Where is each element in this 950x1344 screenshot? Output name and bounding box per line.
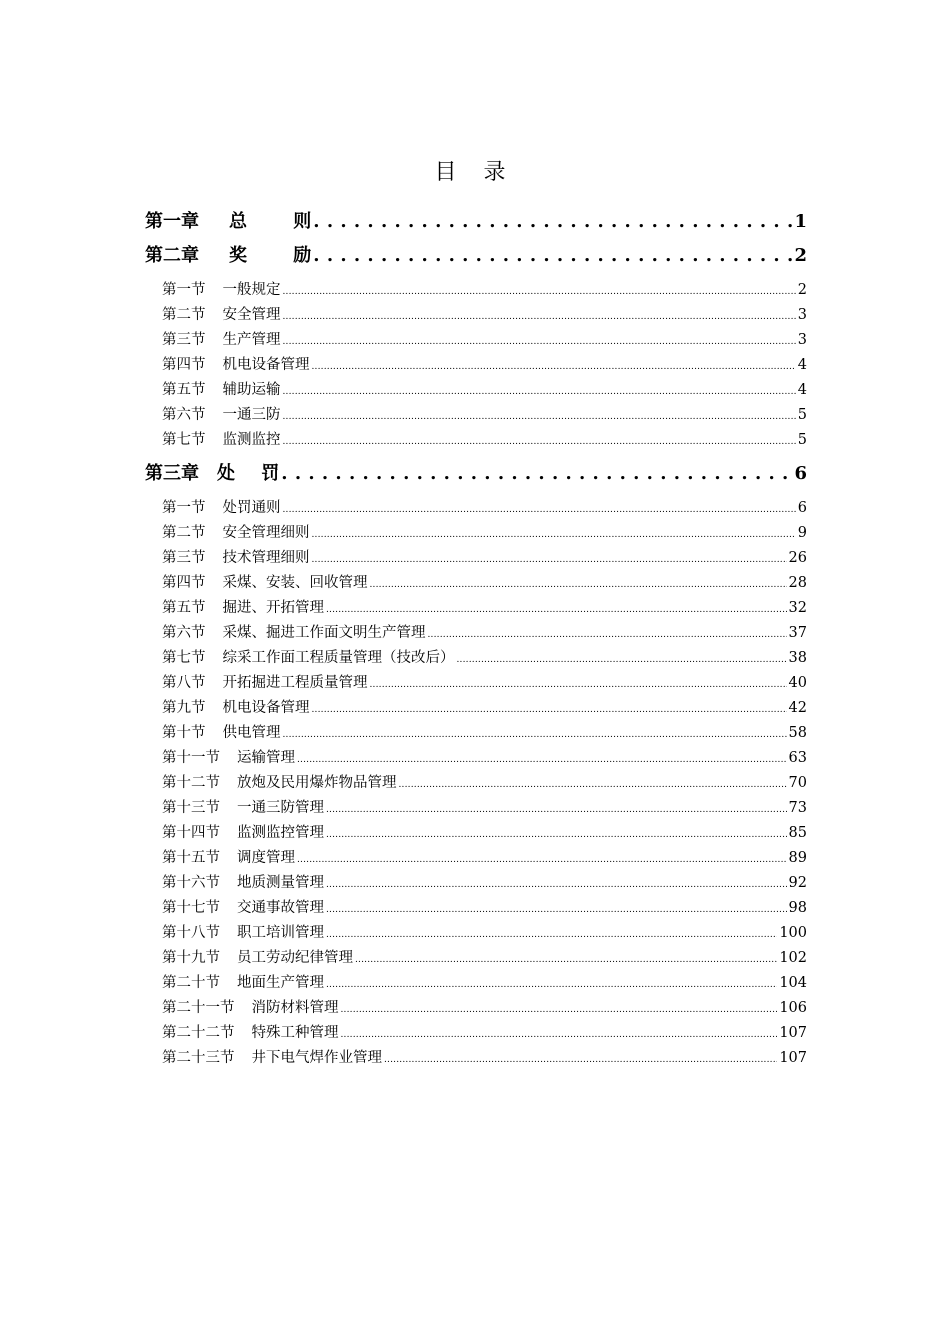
toc-section-entry[interactable] <box>162 696 807 718</box>
toc-section-entry[interactable] <box>162 353 807 375</box>
leader-dots <box>355 955 777 965</box>
section-name: 消防材料管理 <box>251 1000 339 1016</box>
section-name: 综采工作面工程质量管理（技改后） <box>222 650 455 666</box>
toc-section-entry[interactable] <box>162 721 807 743</box>
section-number: 第九节 <box>162 700 206 716</box>
page-number: 107 <box>779 1025 807 1041</box>
page-number: 92 <box>788 875 807 891</box>
section-name: 地质测量管理 <box>237 875 324 891</box>
chapter-number: 第三章 <box>145 463 199 484</box>
section-number: 第二节 <box>162 307 206 323</box>
toc-section-entry[interactable] <box>162 796 807 818</box>
section-name: 安全管理细则 <box>222 525 310 541</box>
section-name: 处罚通则 <box>222 500 281 516</box>
leader-dots <box>326 805 787 815</box>
page-number: 1 <box>794 211 807 232</box>
toc-section-entry[interactable] <box>162 821 807 843</box>
section-number: 第八节 <box>162 675 206 691</box>
toc-section-entry[interactable] <box>162 671 807 693</box>
page-number: 6 <box>797 500 807 516</box>
toc-section-entry[interactable] <box>162 303 807 325</box>
section-number: 第七节 <box>162 432 206 448</box>
section-name: 采煤、掘进工作面文明生产管理 <box>222 625 426 641</box>
section-number: 第二十一节 <box>162 1000 235 1016</box>
page-number: 2 <box>797 282 807 298</box>
leader-dots <box>312 555 787 565</box>
page-number: 9 <box>797 525 807 541</box>
page-number: 26 <box>788 550 807 566</box>
page-number: 6 <box>794 463 807 484</box>
toc-chapter-entry[interactable] <box>145 207 807 235</box>
page-number: 37 <box>788 625 807 641</box>
page-number: 70 <box>788 775 807 791</box>
leader-dots <box>283 437 796 447</box>
chapter-name: 奖 励 <box>229 245 332 266</box>
section-number: 第四节 <box>162 575 206 591</box>
toc-section-entry[interactable] <box>162 996 807 1018</box>
leader-dots <box>312 530 796 540</box>
toc-section-entry[interactable] <box>162 571 807 593</box>
section-number: 第二十三节 <box>162 1050 235 1066</box>
section-name: 地面生产管理 <box>237 975 324 991</box>
leader-dots <box>313 245 792 266</box>
page-number: 104 <box>779 975 807 991</box>
section-name: 技术管理细则 <box>222 550 310 566</box>
section-number: 第一节 <box>162 500 206 516</box>
section-number: 第十六节 <box>162 875 220 891</box>
toc-section-entry[interactable] <box>162 771 807 793</box>
section-name: 机电设备管理 <box>222 357 310 373</box>
section-name: 运输管理 <box>237 750 295 766</box>
toc-section-entry[interactable] <box>162 946 807 968</box>
section-number: 第四节 <box>162 357 206 373</box>
section-name: 职工培训管理 <box>237 925 324 941</box>
section-number: 第十二节 <box>162 775 220 791</box>
chapter-name: 处 罚 <box>217 463 290 484</box>
section-name: 监测监控管理 <box>237 825 324 841</box>
section-name: 生产管理 <box>222 332 281 348</box>
leader-dots <box>341 1005 778 1015</box>
leader-dots <box>297 855 787 865</box>
section-number: 第一节 <box>162 282 206 298</box>
section-name: 监测监控 <box>222 432 281 448</box>
section-number: 第三节 <box>162 550 206 566</box>
leader-dots <box>283 387 796 397</box>
section-number: 第七节 <box>162 650 206 666</box>
toc-section-entry[interactable] <box>162 278 807 300</box>
page-number: 2 <box>794 245 807 266</box>
section-name: 一通三防管理 <box>237 800 324 816</box>
section-number: 第十五节 <box>162 850 220 866</box>
leader-dots <box>297 755 787 765</box>
section-number: 第二十节 <box>162 975 220 991</box>
toc-chapter-entry[interactable] <box>145 241 807 269</box>
leader-dots <box>313 211 792 232</box>
section-number: 第十八节 <box>162 925 220 941</box>
page-number: 89 <box>788 850 807 866</box>
leader-dots <box>312 705 787 715</box>
toc-section-entry[interactable] <box>162 1021 807 1043</box>
leader-dots <box>326 830 787 840</box>
section-number: 第六节 <box>162 407 206 423</box>
toc-section-entry[interactable] <box>162 921 807 943</box>
section-name: 放炮及民用爆炸物品管理 <box>237 775 397 791</box>
toc-title: 目 录 <box>434 160 516 185</box>
leader-dots <box>457 655 787 665</box>
section-number: 第二十二节 <box>162 1025 235 1041</box>
chapter-number: 第一章 <box>145 211 199 232</box>
page-number: 106 <box>779 1000 807 1016</box>
leader-dots <box>428 630 787 640</box>
leader-dots <box>326 930 777 940</box>
page-number: 102 <box>779 950 807 966</box>
page-number: 3 <box>797 332 807 348</box>
toc-section-entry[interactable] <box>162 846 807 868</box>
page-number: 107 <box>779 1050 807 1066</box>
section-name: 开拓掘进工程质量管理 <box>222 675 368 691</box>
leader-dots <box>281 463 792 484</box>
toc-section-entry[interactable] <box>162 596 807 618</box>
toc-section-entry[interactable] <box>162 896 807 918</box>
section-number: 第五节 <box>162 382 206 398</box>
section-name: 供电管理 <box>222 725 281 741</box>
page-number: 58 <box>788 725 807 741</box>
section-name: 安全管理 <box>222 307 281 323</box>
page-number: 5 <box>797 432 807 448</box>
leader-dots <box>341 1030 778 1040</box>
section-name: 采煤、安装、回收管理 <box>222 575 368 591</box>
toc-section-entry[interactable] <box>162 496 807 518</box>
toc-section-entry[interactable] <box>162 621 807 643</box>
page-number: 73 <box>788 800 807 816</box>
section-number: 第十三节 <box>162 800 220 816</box>
toc-section-entry[interactable] <box>162 403 807 425</box>
page-number: 98 <box>788 900 807 916</box>
section-name: 特殊工种管理 <box>251 1025 339 1041</box>
toc-section-entry[interactable] <box>162 871 807 893</box>
section-number: 第十四节 <box>162 825 220 841</box>
toc-section-entry[interactable] <box>162 428 807 450</box>
leader-dots <box>326 980 777 990</box>
section-number: 第六节 <box>162 625 206 641</box>
section-name: 员工劳动纪律管理 <box>237 950 353 966</box>
page-number: 4 <box>797 382 807 398</box>
section-name: 辅助运输 <box>222 382 281 398</box>
toc-section-entry[interactable] <box>162 546 807 568</box>
section-name: 一通三防 <box>222 407 281 423</box>
leader-dots <box>370 680 787 690</box>
page-number: 100 <box>779 925 807 941</box>
leader-dots <box>370 580 787 590</box>
page-number: 3 <box>797 307 807 323</box>
toc-section-entry[interactable] <box>162 1046 807 1068</box>
leader-dots <box>326 905 787 915</box>
leader-dots <box>384 1055 777 1065</box>
section-number: 第五节 <box>162 600 206 616</box>
section-number: 第十节 <box>162 725 206 741</box>
leader-dots <box>283 287 796 297</box>
leader-dots <box>283 412 796 422</box>
toc-section-entry[interactable] <box>162 971 807 993</box>
toc-section-entry[interactable] <box>162 378 807 400</box>
section-name: 机电设备管理 <box>222 700 310 716</box>
chapter-name: 总 则 <box>229 211 332 232</box>
leader-dots <box>399 780 787 790</box>
section-number: 第二节 <box>162 525 206 541</box>
section-name: 掘进、开拓管理 <box>222 600 324 616</box>
section-number: 第十九节 <box>162 950 220 966</box>
page-number: 85 <box>788 825 807 841</box>
section-number: 第十一节 <box>162 750 220 766</box>
toc-section-entry[interactable] <box>162 646 807 668</box>
page-number: 32 <box>788 600 807 616</box>
section-name: 交通事故管理 <box>237 900 324 916</box>
leader-dots <box>283 505 796 515</box>
leader-dots <box>283 337 796 347</box>
page-number: 4 <box>797 357 807 373</box>
page-number: 28 <box>788 575 807 591</box>
section-name: 一般规定 <box>222 282 281 298</box>
page-number: 63 <box>788 750 807 766</box>
section-name: 井下电气焊作业管理 <box>251 1050 382 1066</box>
leader-dots <box>326 605 787 615</box>
toc-section-entry[interactable] <box>162 328 807 350</box>
leader-dots <box>283 730 787 740</box>
toc-section-entry[interactable] <box>162 521 807 543</box>
leader-dots <box>326 880 787 890</box>
page-number: 40 <box>788 675 807 691</box>
page-number: 38 <box>788 650 807 666</box>
section-number: 第十七节 <box>162 900 220 916</box>
leader-dots <box>283 312 796 322</box>
page-number: 5 <box>797 407 807 423</box>
chapter-number: 第二章 <box>145 245 199 266</box>
toc-section-entry[interactable] <box>162 746 807 768</box>
section-name: 调度管理 <box>237 850 295 866</box>
section-number: 第三节 <box>162 332 206 348</box>
page-number: 42 <box>788 700 807 716</box>
toc-chapter-entry[interactable] <box>145 459 807 487</box>
leader-dots <box>312 362 796 372</box>
